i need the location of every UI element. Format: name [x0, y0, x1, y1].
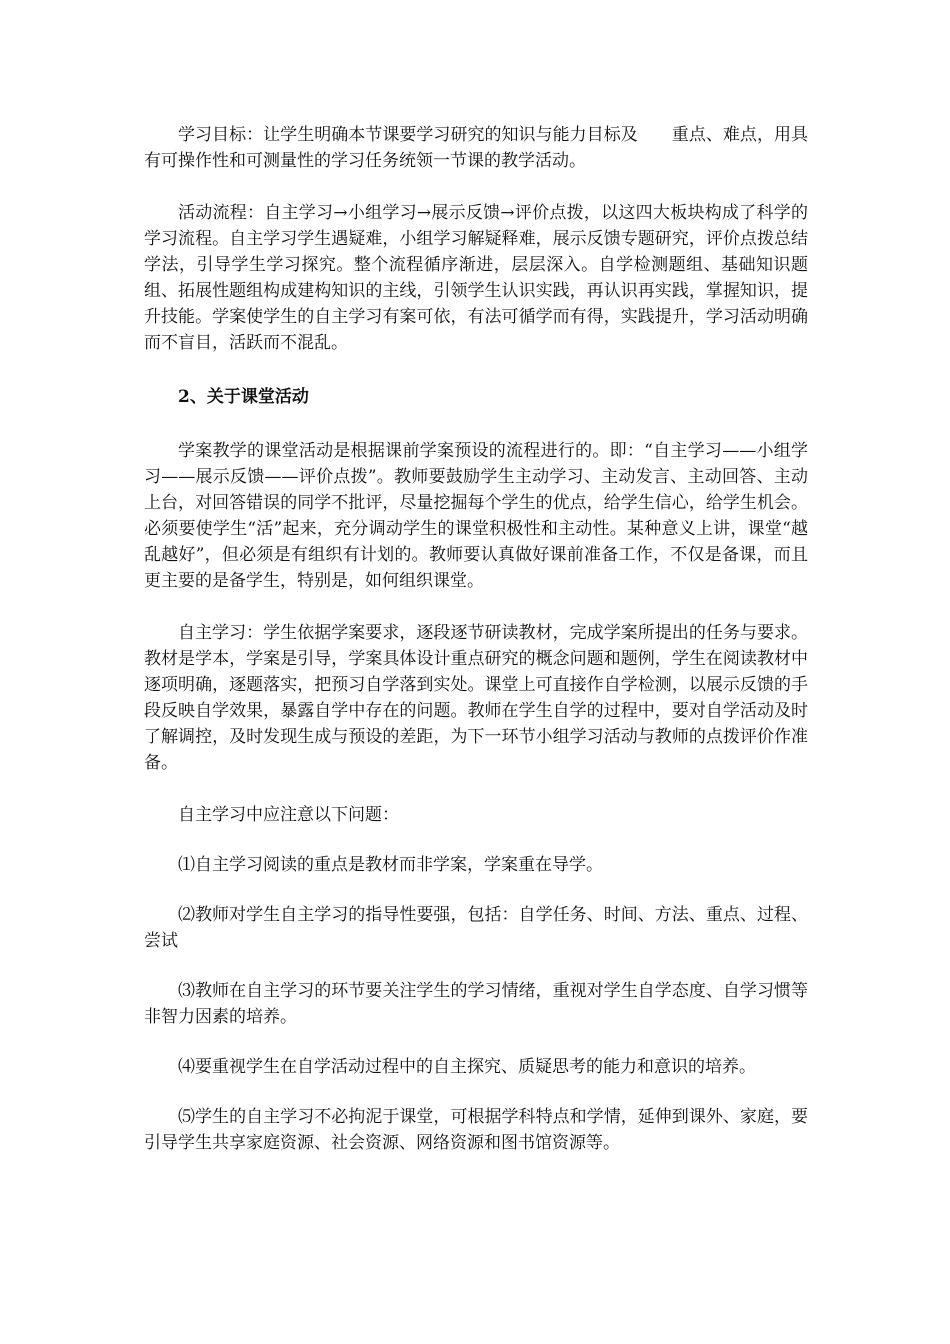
list-item-2: ⑵教师对学生自主学习的指导性要强，包括：自学任务、时间、方法、重点、过程、尝试: [144, 905, 808, 951]
paragraph-activity-flow: 活动流程：自主学习→小组学习→展示反馈→评价点拨，以这四大板块构成了科学的学习流程。自主学习学生遇疑难，小组学习解疑释难，展示反馈专题研究，评价点拨总结学法，引导学生学习探究。整个流程循序渐进，层层深入。自学检测题组、基础知识题组、拓展性题组构成建构知识的主线，引领学生认识实践，再认识再实践，掌握知识，提升技能。学案使学生的自主学习有案可依，有法可循学而有得，实践提升，学习活动明确而不盲目，活跃而不混乱。: [144, 203, 808, 353]
list-item-3: ⑶教师在自主学习的环节要关注学生的学习情绪，重视对学生自学态度、自学习惯等非智力因素的培养。: [144, 981, 808, 1027]
section-heading-classroom-activity: 2、关于课堂活动: [178, 387, 309, 407]
paragraph-classroom-activity: 学案教学的课堂活动是根据课前学案预设的流程进行的。即：“自主学习——小组学习——展示反馈——评价点拨”。教师要鼓励学生主动学习、主动发言、主动回答、主动上台，对回答错误的同学不批评，尽量挖掘每个学生的优点，给学生信心，给学生机会。必须要使学生“活”起来，充分调动学生的课堂积极性和主动性。某种意义上讲，课堂“越乱越好”，但必须是有组织有计划的。教师要认真做好课前准备工作，不仅是备课，而且更主要的是备学生，特别是，如何组织课堂。: [144, 441, 808, 591]
list-item-1: ⑴自主学习阅读的重点是教材而非学案，学案重在导学。: [178, 855, 603, 875]
paragraph-self-study-notes: 自主学习中应注意以下问题：: [178, 805, 399, 825]
list-item-5: ⑸学生的自主学习不必拘泥于课堂，可根据学科特点和学情，延伸到课外、家庭，要引导学生共享家庭资源、社会资源、网络资源和图书馆资源等。: [144, 1107, 808, 1153]
paragraph-learning-goals: 学习目标：让学生明确本节课要学习研究的知识与能力目标及 重点、难点，用具有可操作性和可测量性的学习任务统领一节课的教学活动。: [144, 125, 808, 171]
document-page: [144, 122, 808, 1156]
list-item-4: ⑷要重视学生在自学活动过程中的自主探究、质疑思考的能力和意识的培养。: [178, 1057, 756, 1077]
paragraph-self-study: 自主学习：学生依据学案要求，逐段逐节研读教材，完成学案所提出的任务与要求。教材是学本，学案是引导，学案具体设计重点研究的概念问题和题例，学生在阅读教材中逐项明确，逐题落实，把预习自学落到实处。课堂上可直接作自学检测，以展示反馈的手段反映自学效果，暴露自学中存在的问题。教师在学生自学的过程中，要对自学活动及时了解调控，及时发现生成与预设的差距，为下一环节小组学习活动与教师的点拨评价作准备。: [144, 623, 808, 773]
